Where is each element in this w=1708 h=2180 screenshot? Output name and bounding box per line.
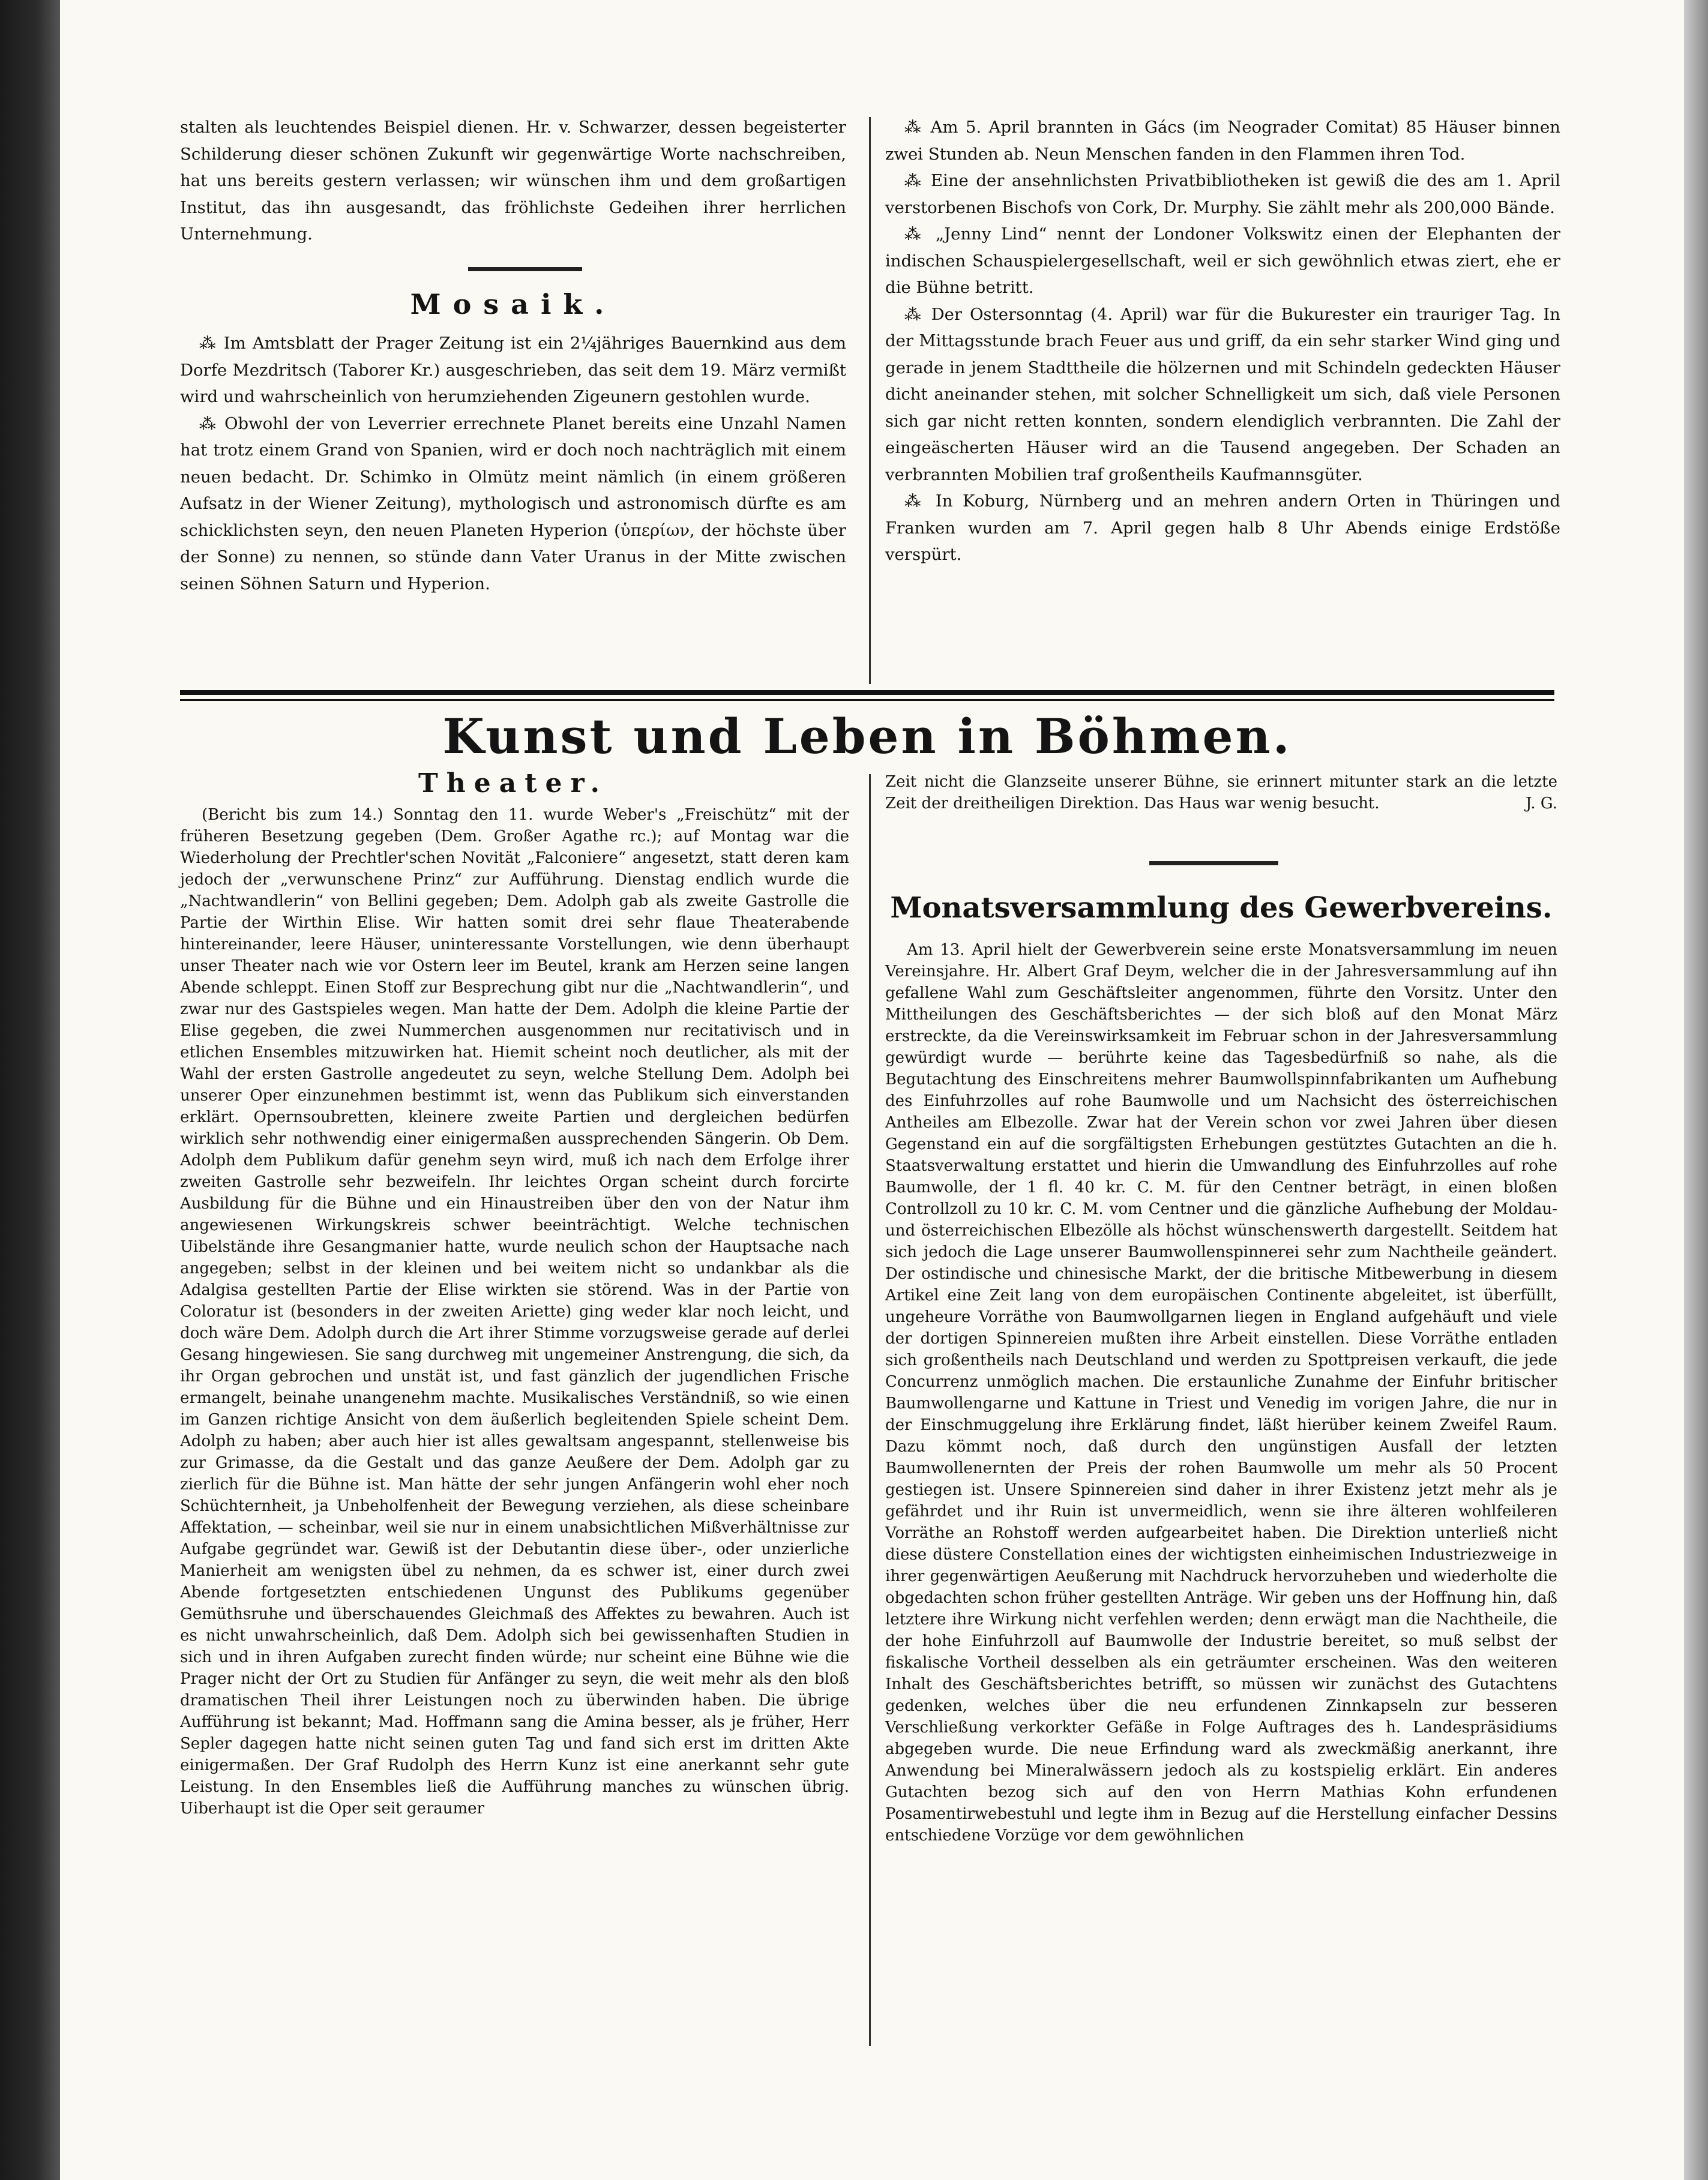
mosaik-heading: Mosaik. xyxy=(410,288,616,320)
theater-body: (Bericht bis zum 14.) Sonntag den 11. wurde Weber's „Freischütz“ mit der früheren Besetzung gegeben (Dem. Großer Agathe rc.); auf Montag war die Wiederholung der Prechtler'schen Novität „Falconiere“ angesetzt, statt deren kam jedoch der „verwunschene Prinz“ zur Aufführung. Dienstag endlich wurde die „Nachtwandlerin“ von Bellini gegeben; Dem. Adolph gab als zweite Gastrolle die Partie der Wirthin Elise. Wir hatten somit drei sehr flaue Theaterabende hintereinander, leere Häuser, uninteressante Vorstellungen, wie denn überhaupt unser Theater nach wie vor Ostern leer im Beutel, krank am Herzen seine langen Abende schleppt. Einen Stoff zur Besprechung gibt nur die „Nachtwandlerin“, und zwar nur des Gastspieles wegen. Man hatte der Dem. Adolph die kleine Partie der Elise gegeben, die zwei Nummerchen ausgenommen nur recitativisch und in etlichen Ensembles mitzuwirken hat. Hiemit scheint noch deutlicher, als mit der Wahl der ersten Gastrolle angedeutet zu seyn, welche Stellung Dem. Adolph bei unserer Oper einzunehmen bestimmt ist, wenn das Publikum sich einverstanden erklärt. Opernsoubretten, kleinere zweite Partien und dergleichen bedürfen wirklich sehr nothwendig einer einigermaßen aussprechenden Sängerin. Ob Dem. Adolph dem Publikum dafür genehm seyn wird, muß ich nach dem Erfolge ihrer zweiten Gastrolle sehr bezweifeln. Ihr leichtes Organ scheint durch forcirte Ausbildung für die Bühne und ein Hinaustreiben über den von der Natur ihm angewiesenen Wirkungskreis schwer beeinträchtigt. Welche technischen Uibelstände ihre Gesangmanier hatte, wurde neulich schon der Hauptsache nach angegeben; selbst in der kleinen und bei weitem nicht so undankbar als die Adalgisa gestellten Partie der Elise wirkten sie störend. Was in der Partie von Coloratur ist (besonders in der zweiten Ariette) ging weder klar noch leicht, und doch wäre Dem. Adolph durch die Art ihrer Stimme vorzugsweise gerade auf derlei Gesang hingewiesen. Sie sang durchweg mit ungemeiner Anstrengung, die sich, da ihr Organ gebrochen und unstät ist, und fast gänzlich der jugendlichen Frische ermangelt, beinahe unangenehm machte. Musikalisches Verständniß, so wie einen im Ganzen richtige Ansicht von dem äußerlich begleitenden Spiele scheint Dem. Adolph zu haben; aber auch hier ist alles gewaltsam angespannt, stellenweise bis zur Grimasse, da die Gestalt und das ganze Aeußere der Dem. Adolph gar zu zierlich für die Bühne ist. Man hätte der sehr jungen Anfängerin wohl eher noch Schüchternheit, ja Unbeholfenheit der Bewegung verziehen, als diese scheinbare Affektation, — scheinbar, weil sie nur in einem unabsichtlichen Mißverhältnisse zur Aufgabe gegründet war. Gewiß ist der Debutantin diese über-, oder unzierliche Manierheit am wenigsten übel zu nehmen, da es schwer ist, einer durch zwei Abende fortgesetzten entschiedenen Ungunst des Publikums gegenüber Gemüthsruhe und überschauendes Gleichmaß des Affektes zu bewahren. Auch ist es nicht unwahrscheinlich, daß Dem. Adolph sich bei gewissenhaften Studien in sich und in ihren Aufgaben zurecht finden würde; nur scheint eine Bühne wie die Prager nicht der Ort zu Studien für Anfänger zu seyn, die weit mehr als den bloß dramatischen Theil ihrer Leistungen noch zu überwinden haben. Die übrige Aufführung ist bekannt; Mad. Hoffmann sang die Amina besser, als je früher, Herr Sepler dagegen hatte nicht seinen guten Tag und fand sich erst im dritten Akte einigermaßen. Der Graf Rudolph des Herrn Kunz ist eine anerkannt sehr gute Leistung. In den Ensembles ließ die Aufführung manches zu wünschen übrig. Uiberhaupt ist die Oper seit geraumer xyxy=(180,806,849,1818)
news-item: ⁂ Eine der ansehnlichsten Privatbibliotheken ist gewiß die des am 1. April verstorbenen Bischofs von Cork, Dr. Murphy. Sie zählt mehr als 200,000 Bände. xyxy=(885,171,1560,217)
theater-column xyxy=(180,804,849,1819)
top-left-column xyxy=(180,114,846,248)
news-item: ⁂ Der Ostersonntag (4. April) war für die Bukurester ein trauriger Tag. In der Mittagsstunde brach Feuer aus und griff, da ein sehr starker Wind ging und gerade in jenem Stadttheile die hölzernen und mit Schindeln gedeckten Häuser dicht aneinander stehen, mit solcher Schnelligkeit um sich, daß viele Personen sich gar nicht retten konnten, sondern elendiglich verbrannten. Die Zahl der eingeäscherten Häuser wird an die Tausend angegeben. Der Schaden an verbrannten Mobilien traf großentheils Kaufmannsgüter. xyxy=(885,304,1560,484)
intro-rule xyxy=(468,267,582,271)
section-masthead: Kunst und Leben in Böhmen. xyxy=(442,708,1292,764)
news-item: ⁂ In Koburg, Nürnberg und an mehren andern Orten in Thüringen und Franken wurden am 7. April gegen halb 8 Uhr Abends einige Erdstöße verspürt. xyxy=(885,491,1560,564)
section-rule-heavy xyxy=(180,690,1554,695)
mosaik-items xyxy=(180,330,846,597)
gewerbe-body: Am 13. April hielt der Gewerbverein seine erste Monatsversammlung im neuen Vereinsjahre. Hr. Albert Graf Deym, welcher die in der Jahresversammlung auf ihn gefallene Wahl zum Geschäftsleiter angenommen, führte den Vorsitz. Unter den Mittheilungen des Geschäftsberichtes — der sich bloß auf den Monat März erstreckte, da die Vereinswirksamkeit im Februar schon in der Jahresversammlung gewürdigt wurde — berührte keine das Tagesbedürfniß so nahe, als die Begutachtung des Einschreitens mehrer Baumwollspinnfabrikanten um Aufhebung des Einfuhrzolles auf rohe Baumwolle und um Nachsicht des österreichischen Antheiles am Elbezolle. Zwar hat der Verein schon vor zwei Jahren über diesen Gegenstand ein auf die sorgfältigsten Erhebungen gestütztes Gutachten an die h. Staatsverwaltung erstattet und hierin die Umwandlung des Einfuhrzolles auf rohe Baumwolle, der 1 fl. 40 kr. C. M. für den Centner beträgt, in einen bloßen Controllzoll zu 10 kr. C. M. vom Centner und die gänzliche Aufhebung der Moldau- und österreichischen Elbezölle als höchst wünschenswerth dargestellt. Seitdem hat sich jedoch die Lage unserer Baumwollenspinnerei sehr zum Nachtheile geändert. Der ostindische und chinesische Markt, der die britische Mitbewerbung in diesem Artikel eine Zeit lang von dem europäischen Continente abgeleitet, ist überfüllt, ungeheure Vorräthe von Baumwollgarnen liegen in England aufgehäuft und viele der dortigen Spinnereien mußten ihre Arbeit einstellen. Diese Vorräthe entladen sich großentheils nach Deutschland und werden zu Spottpreisen verkauft, die jede Concurrenz unmöglich machen. Die erstaunliche Zunahme der Einfuhr britischer Baumwollengarne und Kattune in Triest und Venedig im vorigen Jahre, die nur in der Einschmuggelung ihre Erklärung findet, läßt hierüber keinem Zweifel Raum. Dazu kömmt noch, daß durch den ungünstigen Ausfall der letzten Baumwollenernten der Preis der rohen Baumwolle um mehr als 50 Procent gestiegen ist. Unsere Spinnereien sind daher in ihrer Existenz jetzt mehr als je gefährdet und ihr Ruin ist unvermeidlich, wenn sie ihre älteren wohlfeileren Vorräthe an Rohstoff werden aufgearbeitet haben. Die Direktion unterließ nicht diese düstere Constellation eines der wichtigsten einheimischen Industriezweige in ihrer gegenwärtigen Aeußerung mit Nachdruck hervorzuheben und wiederholte die obgedachten schon früher gestellten Anträge. Wir geben uns der Hoffnung hin, daß letztere ihre Wirkung nicht verfehlen werden; denn erwägt man die Nachtheile, die der hohe Einfuhrzoll auf Baumwolle der Industrie bereitet, so muß selbst der fiskalische Vortheil desselben als ein geträumter erscheinen. Was den weiteren Inhalt des Geschäftsberichtes betrifft, so müssen wir zunächst des Gutachtens gedenken, welches über die neu erfundenen Zinnkapseln zur besseren Verschließung verkorkter Gefäße in Folge Auftrages des h. Landespräsidiums abgegeben wurde. Die neue Erfindung ward als zweckmäßig anerkannt, ihre Anwendung bei Mineralwässern jedoch als zu kostspielig erklärt. Ein anderes Gutachten bezog sich auf den von Herrn Mathias Kohn erfundenen Posamentirwebestuhl und legte ihm in Bezug auf die Herstellung einfacher Dessins entschiedene Vorzüge vor dem gewöhnlichen xyxy=(885,941,1557,1845)
page-edge xyxy=(1684,0,1708,2180)
intro-paragraph: stalten als leuchtendes Beispiel dienen. Hr. v. Schwarzer, dessen begeisterter Schilderung dieser schönen Zukunft wir gegenwärtige Worte nachschreiben, hat uns bereits gestern verlassen; wir wünschen ihm und dem großartigen Institut, das ihn ausgesandt, das fröhlichste Gedeihen ihrer herrlichen Unternehmung. xyxy=(180,118,846,244)
theater-continuation: Zeit nicht die Glanzseite unserer Bühne, sie erinnert mitunter stark an die letzte Zeit der dreitheiligen Direktion. Das Haus war wenig besucht. xyxy=(885,773,1557,812)
top-right-column xyxy=(885,114,1560,568)
binding-edge xyxy=(0,0,60,2180)
news-item: ⁂ Am 5. April brannten in Gács (im Neograder Comitat) 85 Häuser binnen zwei Stunden ab. Neun Menschen fanden in den Flammen ihren Tod. xyxy=(885,118,1560,164)
theater-continuation-column xyxy=(885,771,1557,814)
lower-column-divider xyxy=(869,774,871,2046)
gewerbe-column xyxy=(885,939,1557,1846)
theater-signature: J. G. xyxy=(1525,794,1557,812)
continuation-rule xyxy=(1149,861,1278,865)
news-item: ⁂ „Jenny Lind“ nennt der Londoner Volkswitz einen der Elephanten der indischen Schauspielergesellschaft, weil er sich gewöhnlich etwas ziert, ehe er die Bühne betritt. xyxy=(885,224,1560,297)
mosaik-item: ⁂ Obwohl der von Leverrier errechnete Planet bereits eine Unzahl Namen hat trotz einem Grand von Spanien, wird er doch noch nachträglich mit einem neuen bedacht. Dr. Schimko in Olmütz meint nämlich (in einem größeren Aufsatz in der Wiener Zeitung), mythologisch und astronomisch dürfte es am schicklichsten seyn, den neuen Planeten Hyperion (ὑπερίων, der höchste über der Sonne) zu nennen, so stünde dann Vater Uranus in der Mitte zwischen seinen Söhnen Saturn und Hyperion. xyxy=(180,413,846,593)
top-column-divider xyxy=(869,117,871,684)
gewerbe-heading: Monatsversammlung des Gewerbvereins. xyxy=(890,891,1553,925)
mosaik-item: ⁂ Im Amtsblatt der Prager Zeitung ist ein 2¼jähriges Bauernkind aus dem Dorfe Mezdritsch (Taborer Kr.) ausgeschrieben, das seit dem 19. März vermißt wird und wahrscheinlich von herumziehenden Zigeunern gestohlen wurde. xyxy=(180,334,846,406)
theater-heading: Theater. xyxy=(418,768,608,799)
section-rule-thin xyxy=(180,699,1554,701)
